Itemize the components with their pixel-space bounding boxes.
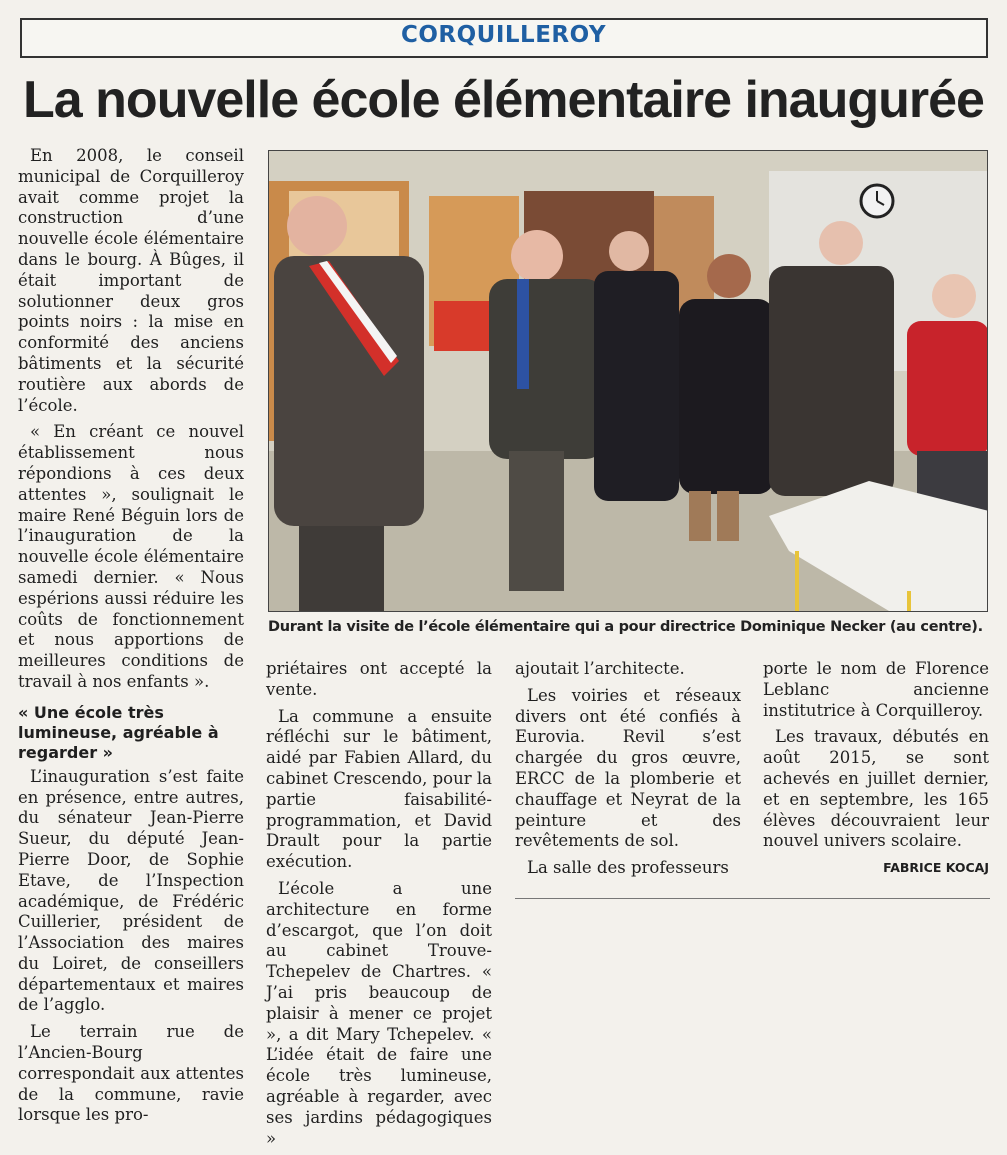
- paragraph: ajoutait l’architecte.: [515, 659, 685, 678]
- column-4: [763, 659, 989, 879]
- paragraph: En 2008, le conseil municipal de Corquilleroy avait comme projet la construction d’une nouvelle école élémentaire dans le bourg. À Bûges, il était important de solutionner deux gros points noirs : la mise en conformité des anciens bâtiments et la sécurité routière aux abords de l’école.: [18, 146, 244, 415]
- column-1: [18, 146, 244, 1132]
- paragraph: La salle des professeurs: [527, 858, 729, 878]
- column-3: [515, 659, 741, 885]
- divider: [515, 898, 990, 899]
- photo-caption: Durant la visite de l’école élémentaire qui a pour directrice Dominique Necker (au centre).: [268, 619, 983, 635]
- paragraph: « En créant ce nouvel établissement nous répondions à ces deux attentes », soulignait le maire René Béguin lors de l’inauguration de la nouvelle école élémentaire samedi dernier. « Nous espérions aussi réduire les coûts de fonctionnement et nous apportions de meilleures conditions de travail à nos enfants ».: [18, 422, 244, 691]
- column-2: [266, 659, 492, 1155]
- paragraph: L’inauguration s’est faite en présence, entre autres, du sénateur Jean-Pierre Sueur, du député Jean-Pierre Door, de Sophie Etave, de l’Inspection académique, de Frédéric Cuillerier, président de l’Association des maires du Loiret, de conseillers départementaux et maires de l’agglo.: [18, 766, 244, 1015]
- paragraph: Les voiries et réseaux divers ont été confiés à Eurovia. Revil s’est chargée du gros œuvre, ERCC de la plomberie et chauffage et Neyrat de la peinture et des revêtements de sol.: [515, 685, 741, 851]
- paragraph: Le terrain rue de l’Ancien-Bourg correspondait aux attentes de la commune, ravie lorsque les pro-: [18, 1022, 244, 1125]
- headline: La nouvelle école élémentaire inaugurée: [23, 71, 984, 129]
- paragraph: porte le nom de Florence Leblanc ancienne institutrice à Corquilleroy.: [763, 659, 989, 720]
- paragraph: La commune a ensuite réfléchi sur le bâtiment, aidé par Fabien Allard, du cabinet Crescendo, pour la partie faisabilité-programmation, et David Drault pour la partie exécution.: [266, 706, 492, 872]
- photo-illustration: [269, 151, 988, 612]
- paragraph: Les travaux, débutés en août 2015, se sont achevés en juillet dernier, et en septembre, les 165 élèves découvraient leur nouvel univers scolaire.: [763, 727, 989, 851]
- paragraph: priétaires ont accepté la vente.: [266, 659, 492, 699]
- author-signature: FABRICE KOCAJ: [883, 860, 989, 876]
- section-label: CORQUILLEROY: [400, 22, 607, 48]
- article-photo: [268, 150, 988, 612]
- subheading: « Une école très lumineuse, agréable à regarder »: [18, 702, 219, 762]
- paragraph: L’école a une architecture en forme d’escargot, que l’on doit au cabinet Trouve-Tchepelev de Chartres. « J’ai pris beaucoup de plaisir à mener ce projet », a dit Mary Tchepelev. « L’idée était de faire une école très lumineuse, agréable à regarder, avec ses jardins pédagogiques »: [266, 878, 492, 1148]
